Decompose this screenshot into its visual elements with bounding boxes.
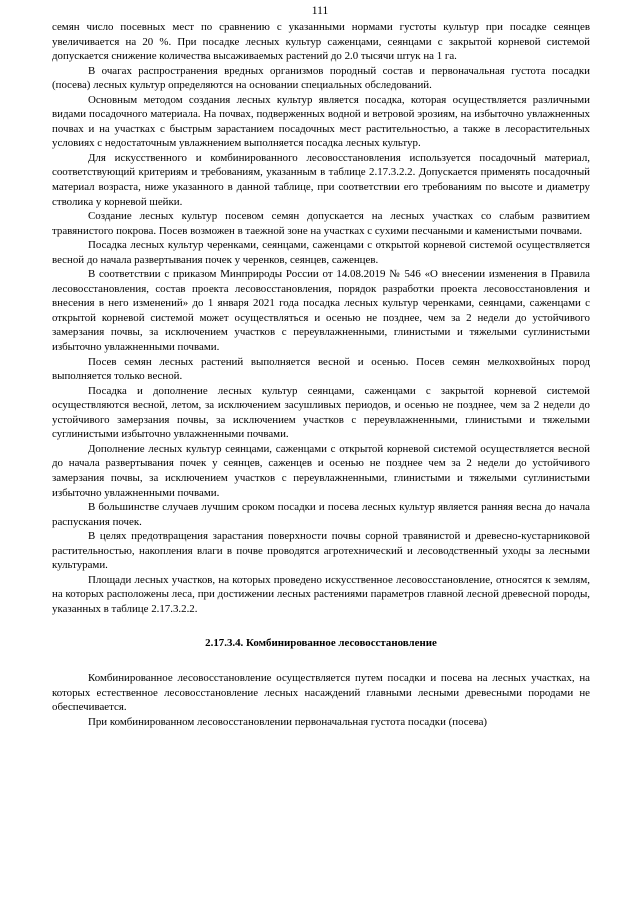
paragraph: Посев семян лесных растений выполняется весной и осенью. Посев семян мелкохвойных пород выполняется только весной. [52,355,590,383]
paragraph: Посадка и дополнение лесных культур сеянцами, саженцами с закрытой корневой системой осуществляются весной, летом, за исключением засушливых периодов, и осенью не позднее, чем за 2 недели до устойчивого замерзания почвы, за исключением участков с переувлажненными, глинистыми и тяжелыми суглинистыми избыточно увлажненными почвами. [52,384,590,441]
paragraph: В соответствии с приказом Минприроды России от 14.08.2019 № 546 «О внесении изменения в Правила лесовосстановления, состав проекта лесовосстановления, порядок разработки проекта лесовосстановления и внесения в него изменений» до 1 января 2021 года посадка лесных культур черенками, сеянцами, саженцами с открытой корневой системой может осуществляться и осенью не позднее, чем за 2 недели до устойчивого замерзания почвы, за исключением участков с переувлажненными, глинистыми и тяжелыми суглинистыми избыточно увлажненными почвами. [52,268,590,354]
paragraph: Дополнение лесных культур сеянцами, саженцами с открытой корневой системой осуществляется весной до начала развертывания почек у сеянцев, саженцев и осенью не позднее чем за 2 недели до устойчивого замерзания почвы, за исключением участков с переувлажненными, глинистыми и тяжелыми суглинистыми избыточно увлажненными почвами. [52,442,590,499]
page-body [52,20,590,729]
section-heading: 2.17.3.4. Комбинированное лесовосстановление [205,637,437,650]
paragraph-continuation: семян число посевных мест по сравнению с указанными нормами густоты культур при посадке сеянцев увеличивается на 20 %. При посадке лесных культур саженцами, сеянцами с закрытой корневой системой допускается снижение количества высаживаемых растений до 2.0 тысячи штук на 1 га. [52,21,590,63]
paragraph: Посадка лесных культур черенками, сеянцами, саженцами с открытой корневой системой осуществляется весной до начала развертывания почек у черенков, сеянцев, саженцев. [52,239,590,266]
paragraph: В целях предотвращения зарастания поверхности почвы сорной травянистой и древесно-кустарниковой растительностью, накопления влаги в почве проводятся агротехнический и лесоводственный уходы за лесными культурами. [52,530,590,572]
paragraph: При комбинированном лесовосстановлении первоначальная густота посадки (посева) [88,715,488,728]
paragraph: Создание лесных культур посевом семян допускается на лесных участках со слабым развитием травянистого покрова. Посев возможен в таежной зоне на участках с сухими песчаными и каменистыми почвами. [52,210,590,237]
paragraph: В очагах распространения вредных организмов породный состав и первоначальная густота посадки (посева) лесных культур определяются на основании специальных обследований. [52,64,590,92]
page-number: 111 [311,5,329,17]
paragraph: Площади лесных участков, на которых проведено искусственное лесовосстановление, относятся к землям, на которых расположены леса, при достижении лесных растениями параметров главной лесной древесной породы, указанных в таблице 2.17.3.2.2. [52,573,590,615]
paragraph: В большинстве случаев лучшим сроком посадки и посева лесных культур является ранняя весна до начала распускания почек. [52,501,590,528]
paragraph: Для искусственного и комбинированного лесовосстановления используется посадочный материал, соответствующий критериям и требованиям, указанным в таблице 2.17.3.2.2. Допускается применять посадочный материал возраста, ниже указанного в данной таблице, при соответствии его требованиям по высоте и диаметру стволика у корневой шейки. [52,151,590,208]
paragraph: Комбинированное лесовосстановление осуществляется путем посадки и посева на лесных участках, на которых естественное лесовосстановление лесных насаждений главными лесными древесными породами не обеспечивается. [52,671,590,714]
paragraph: Основным методом создания лесных культур является посадка, которая осуществляется различными видами посадочного материала. На почвах, подверженных водной и ветровой эрозиям, на избыточно увлажненных почвах и на участках с быстрым зарастанием посадочных мест растительностью, а также в лесорастительных условиях с недостаточным увлажнением выполняется посадка лесных культур. [52,93,590,150]
